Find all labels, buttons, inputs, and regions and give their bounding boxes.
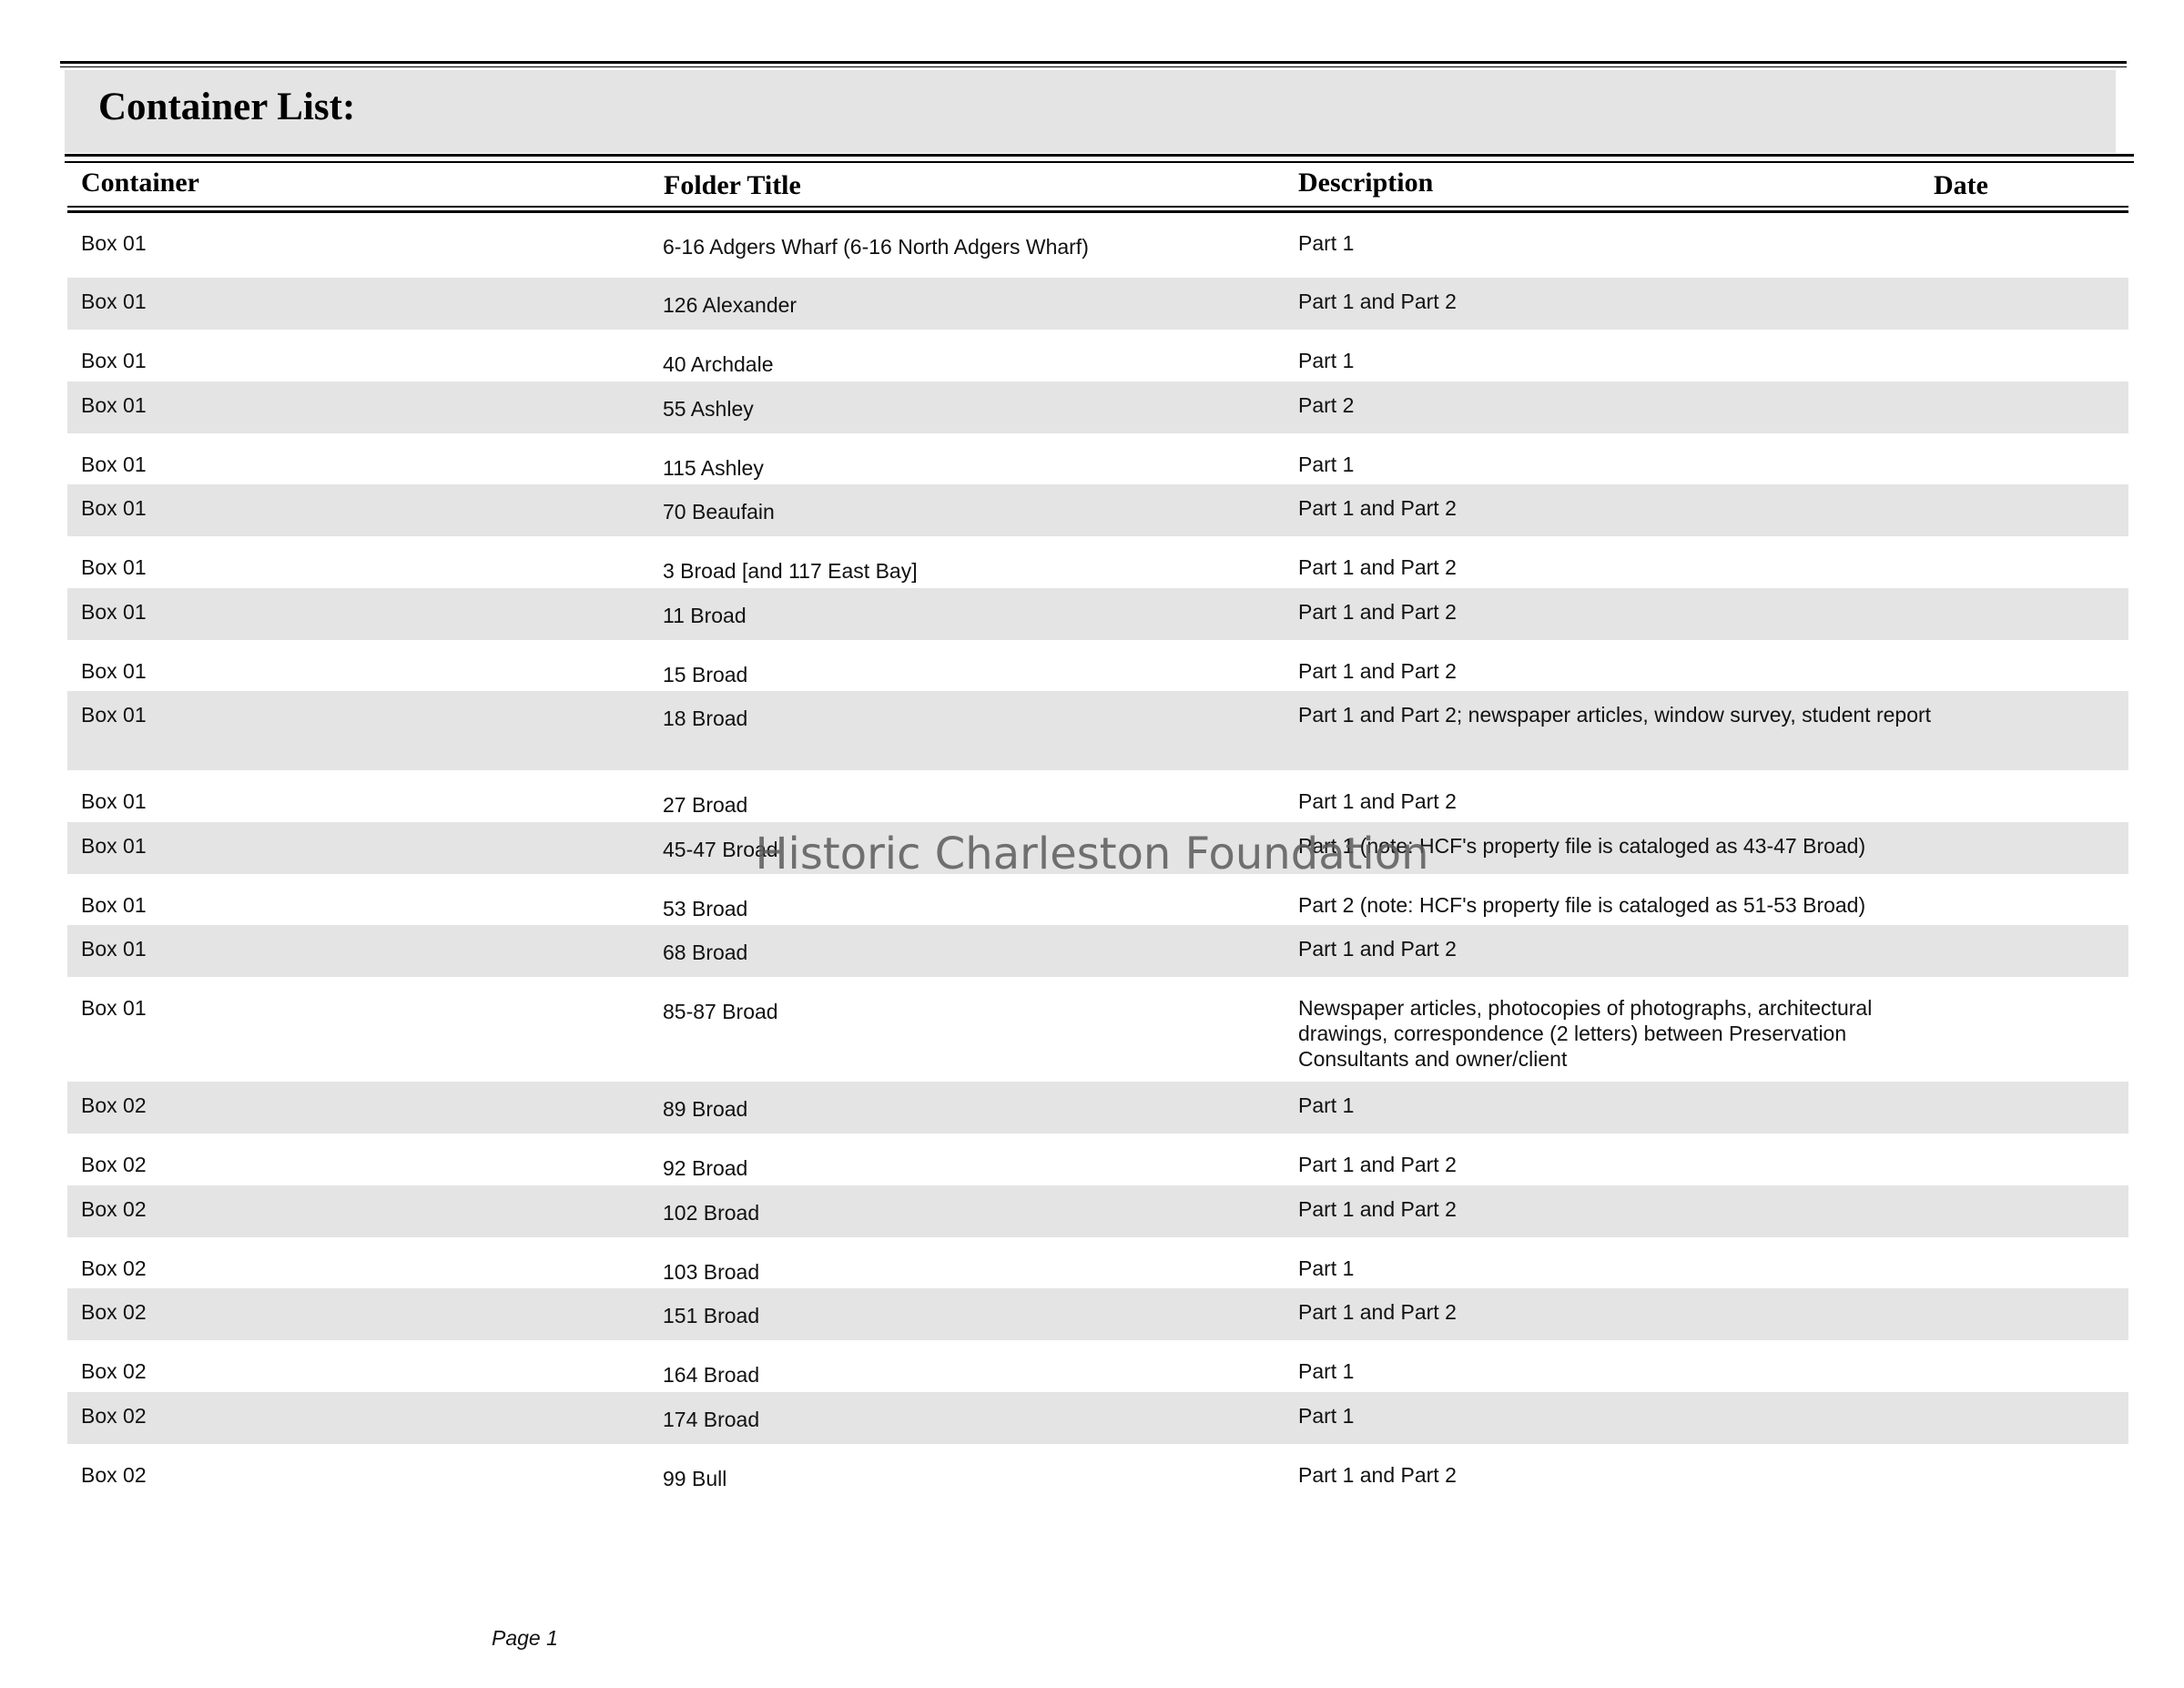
table-row — [67, 874, 2128, 925]
folder-title-cell: 45-47 Broad — [663, 838, 778, 861]
description-cell: Part 2 — [1298, 393, 1355, 417]
description-cell: Part 1 and Part 2 — [1298, 1463, 1457, 1487]
table-row — [67, 588, 2128, 640]
description-cell: Newspaper articles, photocopies of photographs, architectural drawings, correspondence (2 letters) between Preservation Consultants and owner/client — [1298, 996, 1873, 1071]
folder-title-cell: 115 Ashley — [663, 456, 764, 480]
table-row — [67, 278, 2128, 330]
description-cell: Part 1 and Part 2 — [1298, 555, 1457, 579]
table-row — [67, 925, 2128, 977]
container-cell: Box 02 — [81, 1300, 147, 1324]
description-cell: Part 1 — [1298, 453, 1355, 476]
title-bottom-rule-2 — [65, 161, 2134, 163]
folder-title-cell: 3 Broad [and 117 East Bay] — [663, 559, 918, 583]
folder-title-cell: 151 Broad — [663, 1304, 760, 1327]
table-row — [67, 1340, 2128, 1392]
container-cell: Box 01 — [81, 937, 147, 961]
header-bottom-rule-1 — [67, 206, 2128, 208]
description-cell: Part 1 and Part 2 — [1298, 1197, 1457, 1221]
table-row — [67, 381, 2128, 433]
container-cell: Box 02 — [81, 1153, 147, 1176]
table-row — [67, 433, 2128, 484]
table-row — [67, 1134, 2128, 1185]
description-cell: Part 1 and Part 2 — [1298, 789, 1457, 813]
container-cell: Box 01 — [81, 659, 147, 683]
container-cell: Box 01 — [81, 496, 147, 520]
folder-title-cell: 70 Beaufain — [663, 500, 775, 524]
container-cell: Box 01 — [81, 393, 147, 417]
folder-title-cell: 15 Broad — [663, 663, 748, 686]
container-cell: Box 01 — [81, 789, 147, 813]
folder-title-cell: 40 Archdale — [663, 352, 774, 376]
description-cell: Part 1 and Part 2; newspaper articles, window survey, student report — [1298, 703, 1932, 727]
description-cell: Part 1 — [1298, 1256, 1355, 1280]
table-row — [67, 770, 2128, 822]
container-cell: Box 02 — [81, 1256, 147, 1280]
container-cell: Box 01 — [81, 231, 147, 255]
table-row — [67, 691, 2128, 770]
table-row — [67, 1237, 2128, 1288]
description-cell: Part 1 and Part 2 — [1298, 1153, 1457, 1176]
description-cell: Part 1 and Part 2 — [1298, 937, 1457, 961]
folder-title-cell: 11 Broad — [663, 604, 747, 627]
container-cell: Box 01 — [81, 555, 147, 579]
container-cell: Box 01 — [81, 349, 147, 372]
container-cell: Box 01 — [81, 290, 147, 313]
description-cell: Part 1 and Part 2 — [1298, 1300, 1457, 1324]
table-row — [67, 536, 2128, 588]
description-cell: Part 1 and Part 2 — [1298, 659, 1457, 683]
container-cell: Box 02 — [81, 1093, 147, 1117]
container-cell: Box 02 — [81, 1404, 147, 1428]
column-header-folder-title: Folder Title — [664, 170, 801, 200]
folder-title-cell: 18 Broad — [663, 707, 748, 730]
container-cell: Box 02 — [81, 1197, 147, 1221]
table-row — [67, 330, 2128, 381]
container-cell: Box 02 — [81, 1463, 147, 1487]
title-bottom-rule-1 — [65, 154, 2134, 157]
description-cell: Part 1 and Part 2 — [1298, 290, 1457, 313]
folder-title-cell: 99 Bull — [663, 1467, 727, 1490]
table-row — [67, 1082, 2128, 1134]
folder-title-cell: 102 Broad — [663, 1201, 760, 1225]
folder-title-cell: 126 Alexander — [663, 293, 797, 317]
top-rule-1 — [60, 61, 2127, 64]
folder-title-cell: 103 Broad — [663, 1260, 760, 1284]
column-header-description: Description — [1298, 168, 1434, 198]
title-band — [65, 70, 2116, 153]
folder-title-cell: 164 Broad — [663, 1363, 760, 1387]
folder-title-cell: 89 Broad — [663, 1097, 748, 1121]
folder-title-cell: 27 Broad — [663, 793, 748, 817]
table-row — [67, 212, 2128, 278]
description-cell: Part 1 — [1298, 1359, 1355, 1383]
container-cell: Box 01 — [81, 703, 147, 727]
container-cell: Box 02 — [81, 1359, 147, 1383]
folder-title-cell: 68 Broad — [663, 941, 748, 964]
page-number: Page 1 — [492, 1626, 558, 1650]
description-cell: Part 1 and Part 2 — [1298, 600, 1457, 624]
container-cell: Box 01 — [81, 996, 147, 1020]
folder-title-cell: 55 Ashley — [663, 397, 754, 421]
table-row — [67, 822, 2128, 874]
container-cell: Box 01 — [81, 453, 147, 476]
description-cell: Part 1 and Part 2 — [1298, 496, 1457, 520]
watermark-text: Historic Charleston Foundation — [755, 829, 1429, 880]
table-row — [67, 1185, 2128, 1237]
table-row — [67, 1288, 2128, 1340]
folder-title-cell: 92 Broad — [663, 1156, 748, 1180]
container-table-body — [67, 212, 2128, 1496]
table-row — [67, 640, 2128, 691]
description-cell: Part 1 — [1298, 349, 1355, 372]
description-cell: Part 1 — [1298, 1404, 1355, 1428]
container-cell: Box 01 — [81, 893, 147, 917]
column-header-date: Date — [1934, 170, 1988, 200]
folder-title-cell: 85-87 Broad — [663, 1000, 778, 1023]
container-cell: Box 01 — [81, 834, 147, 858]
folder-title-cell: 174 Broad — [663, 1408, 760, 1431]
table-row — [67, 484, 2128, 536]
page-title: Container List: — [98, 86, 356, 128]
column-header-container: Container — [81, 168, 199, 198]
table-row — [67, 977, 2128, 1082]
description-cell: Part 2 (note: HCF's property file is cataloged as 51-53 Broad) — [1298, 893, 1866, 917]
table-row — [67, 1392, 2128, 1444]
container-cell: Box 01 — [81, 600, 147, 624]
folder-title-cell: 6-16 Adgers Wharf (6-16 North Adgers Wharf) — [663, 235, 1089, 259]
description-cell: Part 1 — [1298, 231, 1355, 255]
folder-title-cell: 53 Broad — [663, 897, 748, 920]
table-row — [67, 1444, 2128, 1496]
description-cell: Part 1 (note: HCF's property file is cataloged as 43-47 Broad) — [1298, 834, 1866, 858]
top-rule-2 — [60, 66, 2127, 67]
description-cell: Part 1 — [1298, 1093, 1355, 1117]
